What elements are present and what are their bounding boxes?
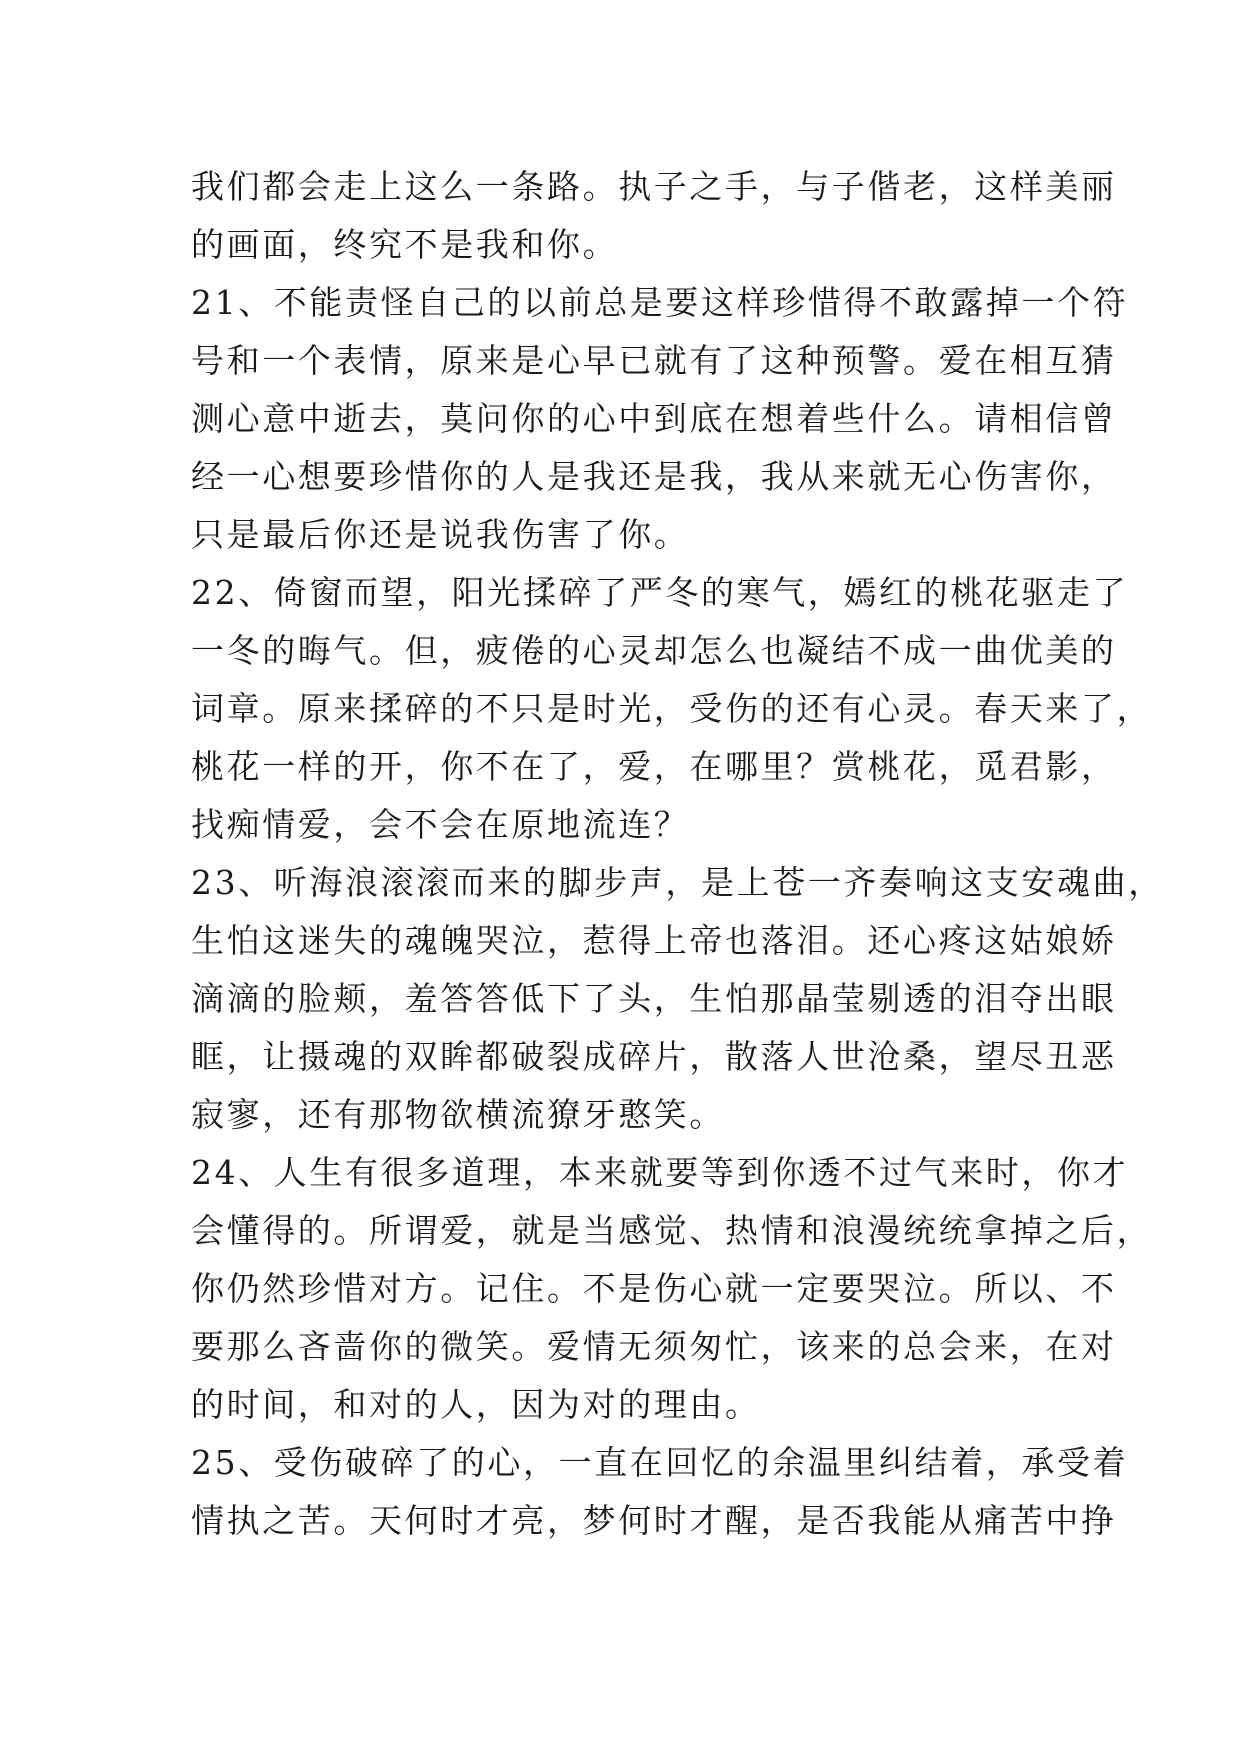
text-line: 寂寥，还有那物欲横流獠牙憨笑。 bbox=[191, 1095, 725, 1134]
text-line: 桃花一样的开，你不在了，爱，在哪里？赏桃花，觅君影， bbox=[191, 747, 1117, 786]
text-line: 号和一个表情，原来是心早已就有了这种预警。爱在相互猜 bbox=[191, 341, 1117, 380]
text-line: 词章。原来揉碎的不只是时光，受伤的还有心灵。春天来了， bbox=[191, 689, 1153, 728]
text-line: 一冬的晦气。但，疲倦的心灵却怎么也凝结不成一曲优美的 bbox=[191, 631, 1117, 670]
text-line: 经一心想要珍惜你的人是我还是我，我从来就无心伤害你， bbox=[191, 457, 1117, 496]
text-line: 滴滴的脸颊，羞答答低下了头，生怕那晶莹剔透的泪夺出眼 bbox=[191, 979, 1117, 1018]
text-line: 的画面，终究不是我和你。 bbox=[191, 225, 619, 264]
text-line: 22、倚窗而望，阳光揉碎了严冬的寒气，嫣红的桃花驱走了 bbox=[191, 573, 1129, 612]
text-line: 要那么吝啬你的微笑。爱情无须匆忙，该来的总会来，在对 bbox=[191, 1327, 1117, 1366]
text-line: 我们都会走上这么一条路。执子之手，与子偕老，这样美丽 bbox=[191, 167, 1117, 206]
text-line: 你仍然珍惜对方。记住。不是伤心就一定要哭泣。所以、不 bbox=[191, 1269, 1117, 1308]
text-line: 的时间，和对的人，因为对的理由。 bbox=[191, 1385, 761, 1424]
text-line: 23、听海浪滚滚而来的脚步声，是上苍一齐奏响这支安魂曲， bbox=[191, 863, 1164, 902]
text-line: 情执之苦。天何时才亮，梦何时才醒，是否我能从痛苦中挣 bbox=[191, 1501, 1117, 1540]
text-line: 会懂得的。所谓爱，就是当感觉、热情和浪漫统统拿掉之后， bbox=[191, 1211, 1153, 1250]
text-line: 24、人生有很多道理，本来就要等到你透不过气来时，你才 bbox=[191, 1153, 1129, 1192]
text-line: 测心意中逝去，莫问你的心中到底在想着些什么。请相信曾 bbox=[191, 399, 1117, 438]
text-line: 找痴情爱，会不会在原地流连？ bbox=[191, 805, 690, 844]
text-line: 25、受伤破碎了的心，一直在回忆的余温里纠结着，承受着 bbox=[191, 1443, 1129, 1482]
text-line: 21、不能责怪自己的以前总是要这样珍惜得不敢露掉一个符 bbox=[191, 283, 1129, 322]
text-line: 生怕这迷失的魂魄哭泣，惹得上帝也落泪。还心疼这姑娘娇 bbox=[191, 921, 1117, 960]
text-line: 只是最后你还是说我伤害了你。 bbox=[191, 515, 690, 554]
text-line: 眶，让摄魂的双眸都破裂成碎片，散落人世沧桑，望尽丑恶 bbox=[191, 1037, 1117, 1076]
body-text bbox=[191, 158, 1164, 1550]
